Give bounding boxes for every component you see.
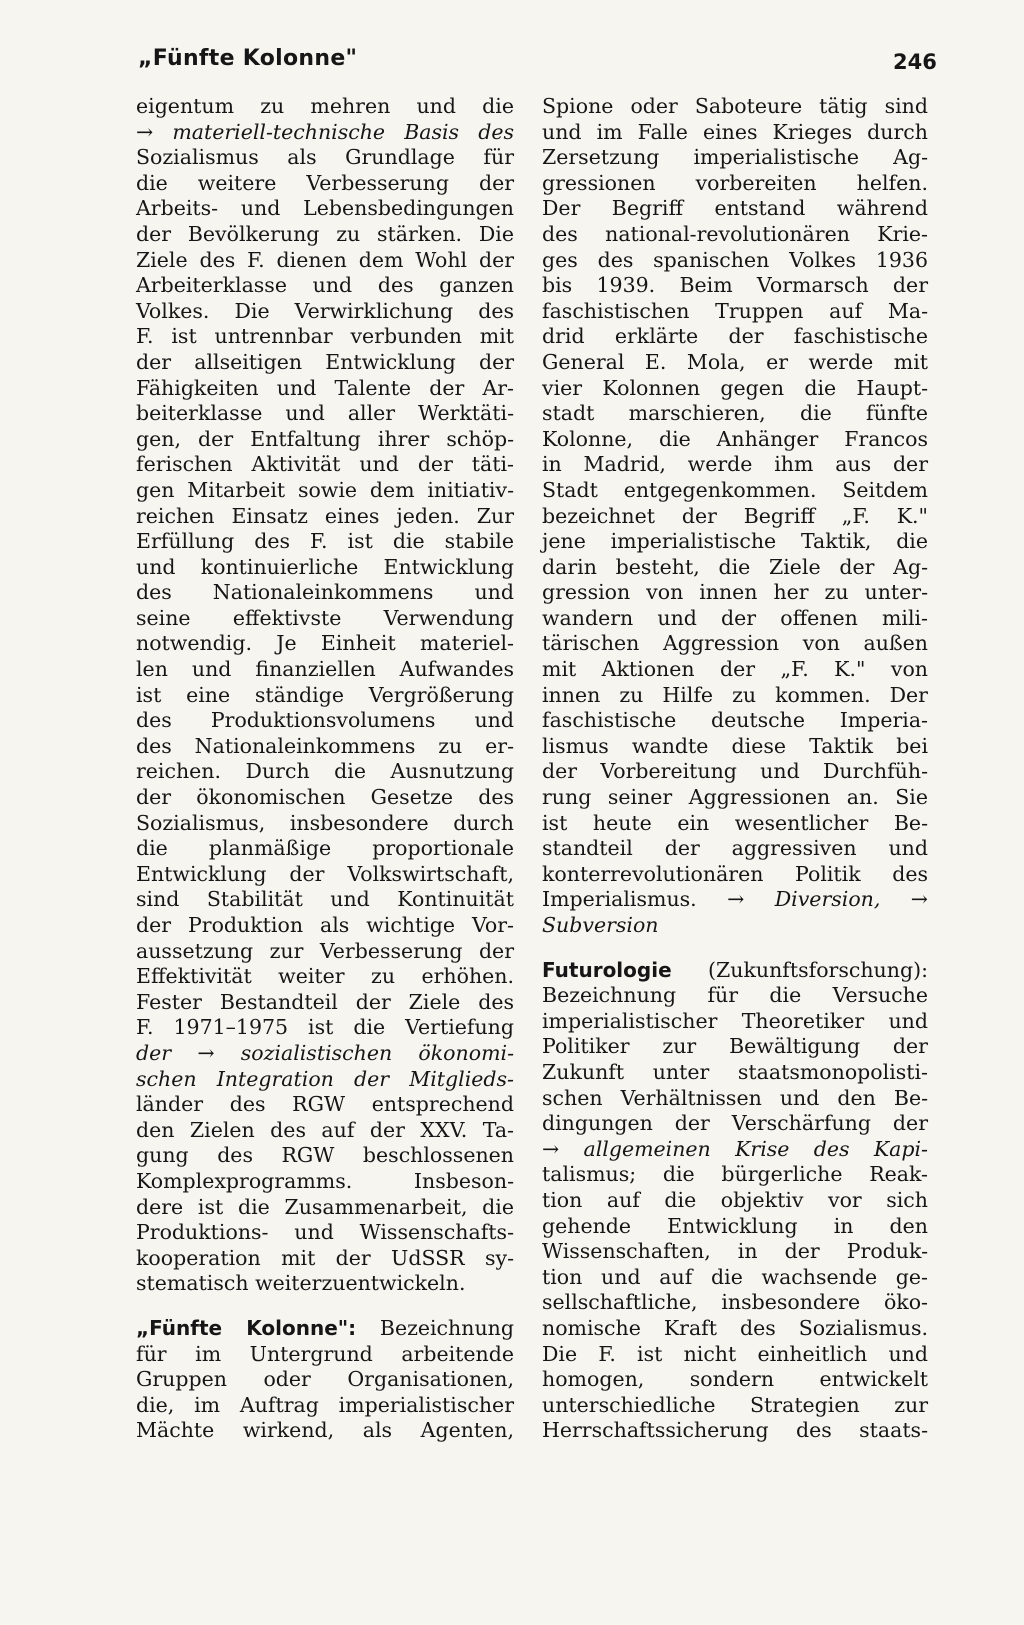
text-line xyxy=(136,120,514,146)
entry-continuation xyxy=(542,94,928,939)
text-line: des Nationaleinkommens und xyxy=(136,580,514,605)
text-line: der Produktion als wichtige Vor- xyxy=(136,913,514,937)
text-line: für im Untergrund arbeitende xyxy=(136,1341,514,1366)
entry-headword: Futurologie xyxy=(542,957,672,982)
text-line: die, im Auftrag imperialistischer xyxy=(136,1392,514,1417)
text-line: Stadt entgegenkommen. Seitdem xyxy=(542,477,928,502)
text-line: jene imperialistische Taktik, die xyxy=(542,529,928,554)
text-line: dingungen der Verschärfung der xyxy=(542,1111,928,1136)
text-line: Ziele des F. dienen dem Wohl der xyxy=(136,247,514,272)
text-line: lismus wandte diese Taktik bei xyxy=(542,733,928,758)
text-line: tion auf die objektiv vor sich xyxy=(542,1187,928,1212)
text-line: Gruppen oder Organisationen, xyxy=(136,1367,514,1392)
cross-reference: → Diversion, → xyxy=(727,887,928,912)
text-line xyxy=(542,887,928,913)
text-line: Arbeiterklasse und des ganzen xyxy=(136,273,514,298)
text-line: gung des RGW beschlossenen xyxy=(136,1143,514,1168)
text-line: Arbeits- und Lebensbedingungen xyxy=(136,196,514,221)
text-line: gehende Entwicklung in den xyxy=(542,1213,928,1238)
text-line: Effektivität weiter zu erhöhen. xyxy=(136,964,514,989)
text-line: Spione oder Saboteure tätig sind xyxy=(542,94,928,118)
text-line: des Nationaleinkommens zu er- xyxy=(136,733,514,758)
entry-futurologie xyxy=(542,958,928,1444)
text-line: stadt marschieren, die fünfte xyxy=(542,401,928,426)
cross-reference: der → sozialistischen ökonomi- xyxy=(136,1040,514,1065)
text-line: und kontinuierliche Entwicklung xyxy=(136,554,514,579)
text-line xyxy=(136,1067,514,1093)
text-line: dere ist die Zusammenarbeit, die xyxy=(136,1194,514,1219)
text-line: tion und auf die wachsende ge- xyxy=(542,1264,928,1289)
text-line: gen, der Entfaltung ihrer schöp- xyxy=(136,426,514,451)
text-line: seine effektivste Verwendung xyxy=(136,605,514,630)
text-line: Die F. ist nicht einheitlich und xyxy=(542,1341,928,1366)
left-column xyxy=(136,94,514,1444)
entry-headword: „Fünfte Kolonne": xyxy=(136,1315,357,1340)
text-line: schen Verhältnissen und den Be- xyxy=(542,1085,928,1110)
text-line: sellschaftliche, insbesondere öko- xyxy=(542,1290,928,1315)
entry-first-line xyxy=(542,958,928,984)
entry-fuenfte-kolonne xyxy=(136,1316,514,1444)
cross-reference: Subversion xyxy=(542,913,659,937)
text-line: die weitere Verbesserung der xyxy=(136,170,514,195)
text-line: Entwicklung der Volkswirtschaft, xyxy=(136,861,514,886)
text-line: gressionen vorbereiten helfen. xyxy=(542,170,928,195)
text-line: der allseitigen Entwicklung der xyxy=(136,349,514,374)
text-line: bezeichnet der Begriff „F. K." xyxy=(542,503,928,528)
text-line xyxy=(542,913,928,939)
entry-first-line-text: (Zukunftsforschung): xyxy=(708,957,928,982)
paragraph-gap xyxy=(136,1297,514,1316)
text-line: ges des spanischen Volkes 1936 xyxy=(542,247,928,272)
text-line: rung seiner Aggressionen an. Sie xyxy=(542,785,928,810)
text-line: General E. Mola, er werde mit xyxy=(542,349,928,374)
text-line: tärischen Aggression von außen xyxy=(542,631,928,656)
text-line: Wissenschaften, in der Produk- xyxy=(542,1239,928,1264)
text-line: in Madrid, werde ihm aus der xyxy=(542,452,928,477)
text-line: Zersetzung imperialistische Ag- xyxy=(542,145,928,170)
text-line: Der Begriff entstand während xyxy=(542,196,928,221)
text-line: reichen. Durch die Ausnutzung xyxy=(136,759,514,784)
text-line: gen Mitarbeit sowie dem initiativ- xyxy=(136,477,514,502)
text-line: aussetzung zur Verbesserung der xyxy=(136,938,514,963)
entry-first-line xyxy=(136,1316,514,1342)
text-line: Sozialismus als Grundlage für xyxy=(136,145,514,170)
text-line: faschistische deutsche Imperia- xyxy=(542,708,928,733)
text-line: der Bevölkerung zu stärken. Die xyxy=(136,221,514,246)
text-line: konterrevolutionären Politik des xyxy=(542,861,928,886)
text-line: länder des RGW entsprechend xyxy=(136,1092,514,1117)
text-line: bis 1939. Beim Vormarsch der xyxy=(542,273,928,298)
cross-reference: → materiell-technische Basis des xyxy=(136,119,514,144)
text-line: reichen Einsatz eines jeden. Zur xyxy=(136,503,514,528)
text-line: F. ist untrennbar verbunden mit xyxy=(136,324,514,349)
paragraph-gap xyxy=(542,939,928,958)
text-line: mit Aktionen der „F. K." von xyxy=(542,657,928,682)
text-line: talismus; die bürgerliche Reak- xyxy=(542,1162,928,1187)
text-line: Fester Bestandteil der Ziele des xyxy=(136,989,514,1014)
text-line: eigentum zu mehren und die xyxy=(136,94,514,118)
text-line: wandern und der offenen mili- xyxy=(542,605,928,630)
text-fragment: Imperialismus. xyxy=(542,887,697,912)
cross-reference: schen Integration der Mitglieds- xyxy=(136,1066,514,1091)
text-line: innen zu Hilfe zu kommen. Der xyxy=(542,682,928,707)
text-line: standteil der aggressiven und xyxy=(542,836,928,861)
entry-first-line-text: Bezeichnung xyxy=(379,1315,514,1340)
text-line: beiterklasse und aller Werktäti- xyxy=(136,401,514,426)
text-line: imperialistischer Theoretiker und xyxy=(542,1008,928,1033)
text-line: Produktions- und Wissenschafts- xyxy=(136,1220,514,1245)
text-line: Volkes. Die Verwirklichung des xyxy=(136,298,514,323)
text-line: der Vorbereitung und Durchfüh- xyxy=(542,759,928,784)
text-line: Mächte wirkend, als Agenten, xyxy=(136,1418,514,1443)
text-line: ferischen Aktivität und der täti- xyxy=(136,452,514,477)
text-line: nomische Kraft des Sozialismus. xyxy=(542,1315,928,1340)
text-line: Sozialismus, insbesondere durch xyxy=(136,810,514,835)
text-line: drid erklärte der faschistische xyxy=(542,324,928,349)
text-line: sind Stabilität und Kontinuität xyxy=(136,887,514,912)
text-line: Erfüllung des F. ist die stabile xyxy=(136,529,514,554)
text-line: ist heute ein wesentlicher Be- xyxy=(542,810,928,835)
text-line: den Zielen des auf der XXV. Ta- xyxy=(136,1117,514,1142)
text-line: stematisch weiterzuentwickeln. xyxy=(136,1271,466,1296)
text-line: des Produktionsvolumens und xyxy=(136,708,514,733)
text-line: des national-revolutionären Krie- xyxy=(542,221,928,246)
text-line: ist eine ständige Vergrößerung xyxy=(136,682,514,707)
page-number: 246 xyxy=(893,50,937,74)
running-head: „Fünfte Kolonne" xyxy=(138,46,358,71)
text-line: Komplexprogramms. Insbeson- xyxy=(136,1168,514,1193)
text-line xyxy=(542,1137,928,1163)
text-line: homogen, sondern entwickelt xyxy=(542,1367,928,1392)
text-line: Kolonne, die Anhänger Francos xyxy=(542,426,928,451)
text-line: der ökonomischen Gesetze des xyxy=(136,785,514,810)
text-line: len und finanziellen Aufwandes xyxy=(136,657,514,682)
text-line: notwendig. Je Einheit materiel- xyxy=(136,631,514,656)
text-line: gression von innen her zu unter- xyxy=(542,580,928,605)
text-line xyxy=(136,1041,514,1067)
text-line: F. 1971–1975 ist die Vertiefung xyxy=(136,1015,514,1040)
text-line: Bezeichnung für die Versuche xyxy=(542,983,928,1008)
text-line: die planmäßige proportionale xyxy=(136,836,514,861)
text-line: Politiker zur Bewältigung der xyxy=(542,1034,928,1059)
text-line: vier Kolonnen gegen die Haupt- xyxy=(542,375,928,400)
text-line: kooperation mit der UdSSR sy- xyxy=(136,1245,514,1270)
paragraph-continuation xyxy=(136,94,514,1297)
text-line: faschistischen Truppen auf Ma- xyxy=(542,298,928,323)
text-line: Fähigkeiten und Talente der Ar- xyxy=(136,375,514,400)
text-line: unterschiedliche Strategien zur xyxy=(542,1392,928,1417)
text-line: und im Falle eines Krieges durch xyxy=(542,119,928,144)
text-line: Herrschaftssicherung des staats- xyxy=(542,1418,928,1443)
text-line: darin besteht, die Ziele der Ag- xyxy=(542,554,928,579)
text-line: Zukunft unter staatsmonopolisti- xyxy=(542,1059,928,1084)
right-column xyxy=(542,94,928,1444)
cross-reference: → allgemeinen Krise des Kapi- xyxy=(542,1136,928,1161)
